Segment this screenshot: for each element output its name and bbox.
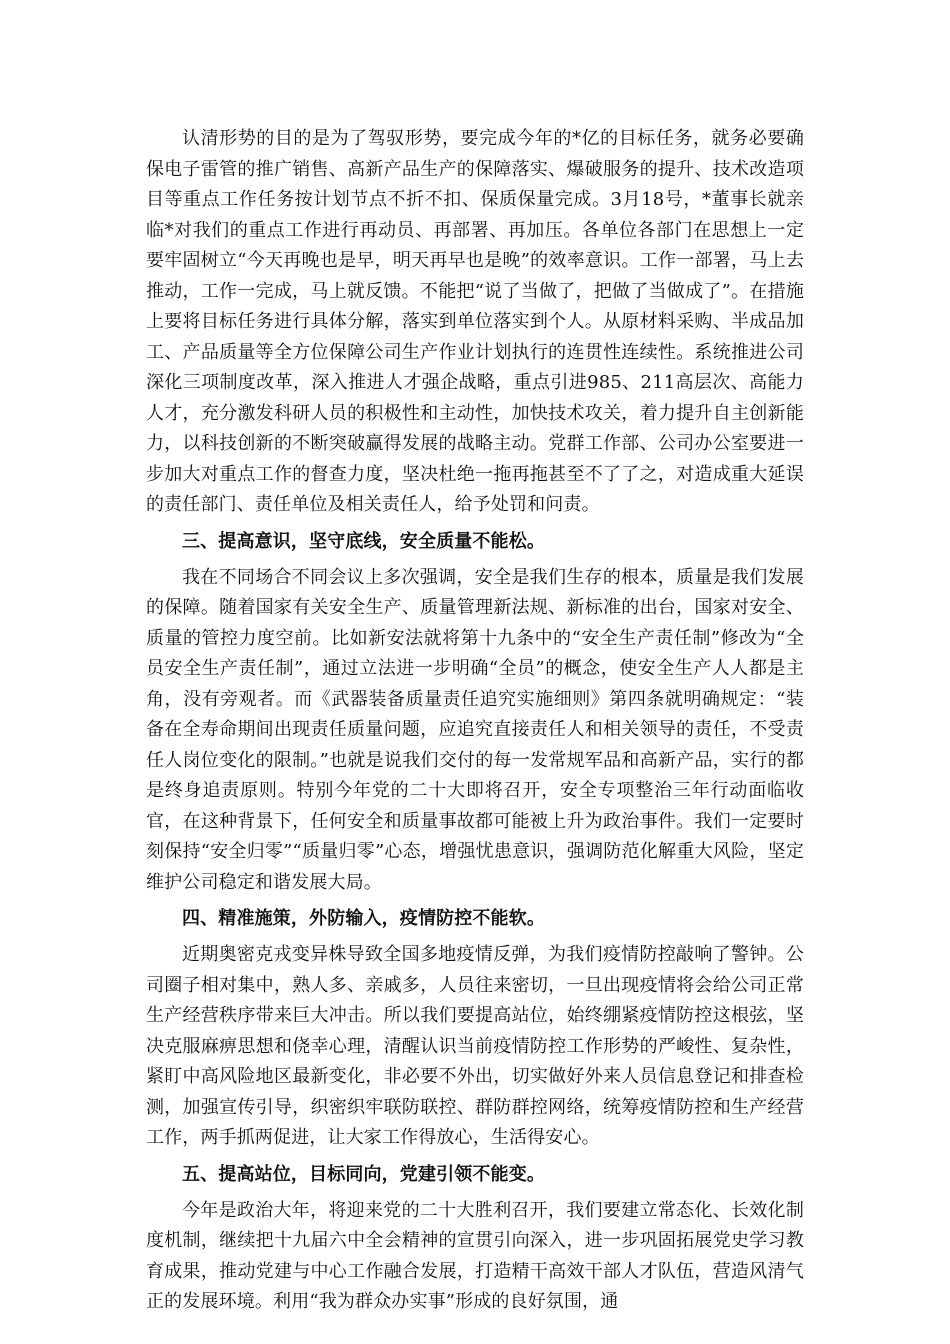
- heading-epidemic-control: 四、精准施策，外防输入，疫情防控不能软。: [182, 908, 545, 929]
- heading-safety-quality: 三、提高意识，坚守底线，安全质量不能松。: [182, 530, 545, 552]
- paragraph-epidemic-control: 近期奥密克戎变异株导致全国多地疫情反弹，为我们疫情防控敲响了警钟。公司圈子相对集中，熟人多、亲戚多，人员往来密切，一旦出现疫情将会给公司正常生产经营秩序带来巨大冲击。所以我们要提高站位，始终绷紧疫情防控这根弦，坚决克服麻痹思想和侥幸心理，清醒认识当前疫情防控工作形势的严峻性、复杂性，紧盯中高风险地区最新变化，非必要不外出，切实做好外来人员信息登记和排查检测，加强宣传引导，织密织牢联防联控、群防群控网络，统筹疫情防控和生产经营工作，两手抓两促进，让大家工作得放心，生活得安心。: [146, 944, 804, 1148]
- paragraph-party-building: 今年是政治大年，将迎来党的二十大胜利召开，我们要建立常态化、长效化制度机制，继续把十九届六中全会精神的宣贯引向深入，进一步巩固拓展党史学习教育成果，推动党建与中心工作融合发展，打造精干高效干部人才队伍，营造风清气正的发展环境。利用“我为群众办实事”形成的良好氛围，通: [146, 1199, 804, 1312]
- paragraph-goal-tasks: 认清形势的目的是为了驾驭形势，要完成今年的*亿的目标任务，就务必要确保电子雷管的推广销售、高新产品生产的保障落实、爆破服务的提升、技术改造项目等重点工作任务按计划节点不折不扣、保质保量完成。3月18号，*董事长就亲临*对我们的重点工作进行再动员、再部署、再加压。各单位各部门在思想上一定要牢固树立“今天再晚也是早，明天再早也是晚”的效率意识。工作一部署，马上去推动，工作一完成，马上就反馈。不能把“说了当做了，把做了当做成了”。在措施上要将目标任务进行具体分解，落实到单位落实到个人。从原材料采购、半成品加工、产品质量等全方位保障公司生产作业计划执行的连贯性连续性。系统推进公司深化三项制度改革，深入推进人才强企战略，重点引进985、211高层次、高能力人才，充分激发科研人员的积极性和主动性，加快技术攻关，着力提升自主创新能力，以科技创新的不断突破赢得发展的战略主动。党群工作部、公司办公室要进一步加大对重点工作的督查力度，坚决杜绝一拖再拖甚至不了了之，对造成重大延误的责任部门、责任单位及相关责任人，给予处罚和问责。: [146, 128, 804, 515]
- document-body: [146, 124, 804, 1318]
- paragraph-safety-quality: 我在不同场合不同会议上多次强调，安全是我们生存的根本，质量是我们发展的保障。随着国家有关安全生产、质量管理新法规、新标准的出台，国家对安全、质量的管控力度空前。比如新安法就将第十九条中的“安全生产责任制”修改为“全员安全生产责任制”，通过立法进一步明确“全员”的概念，使安全生产人人都是主角，没有旁观者。而《武器装备质量责任追究实施细则》第四条就明确规定：“装备在全寿命期间出现责任质量问题，应追究直接责任人和相关领导的责任，不受责任人岗位变化的限制。”也就是说我们交付的每一发常规军品和高新产品，实行的都是终身追责原则。特别今年党的二十大即将召开，安全专项整治三年行动面临收官，在这种背景下，任何安全和质量事故都可能被上升为政治事件。我们一定要时刻保持“安全归零”“质量归零”心态，增强忧患意识，强调防范化解重大风险，坚定维护公司稳定和谐发展大局。: [146, 566, 804, 893]
- heading-party-building: 五、提高站位，目标同向，党建引领不能变。: [182, 1163, 545, 1185]
